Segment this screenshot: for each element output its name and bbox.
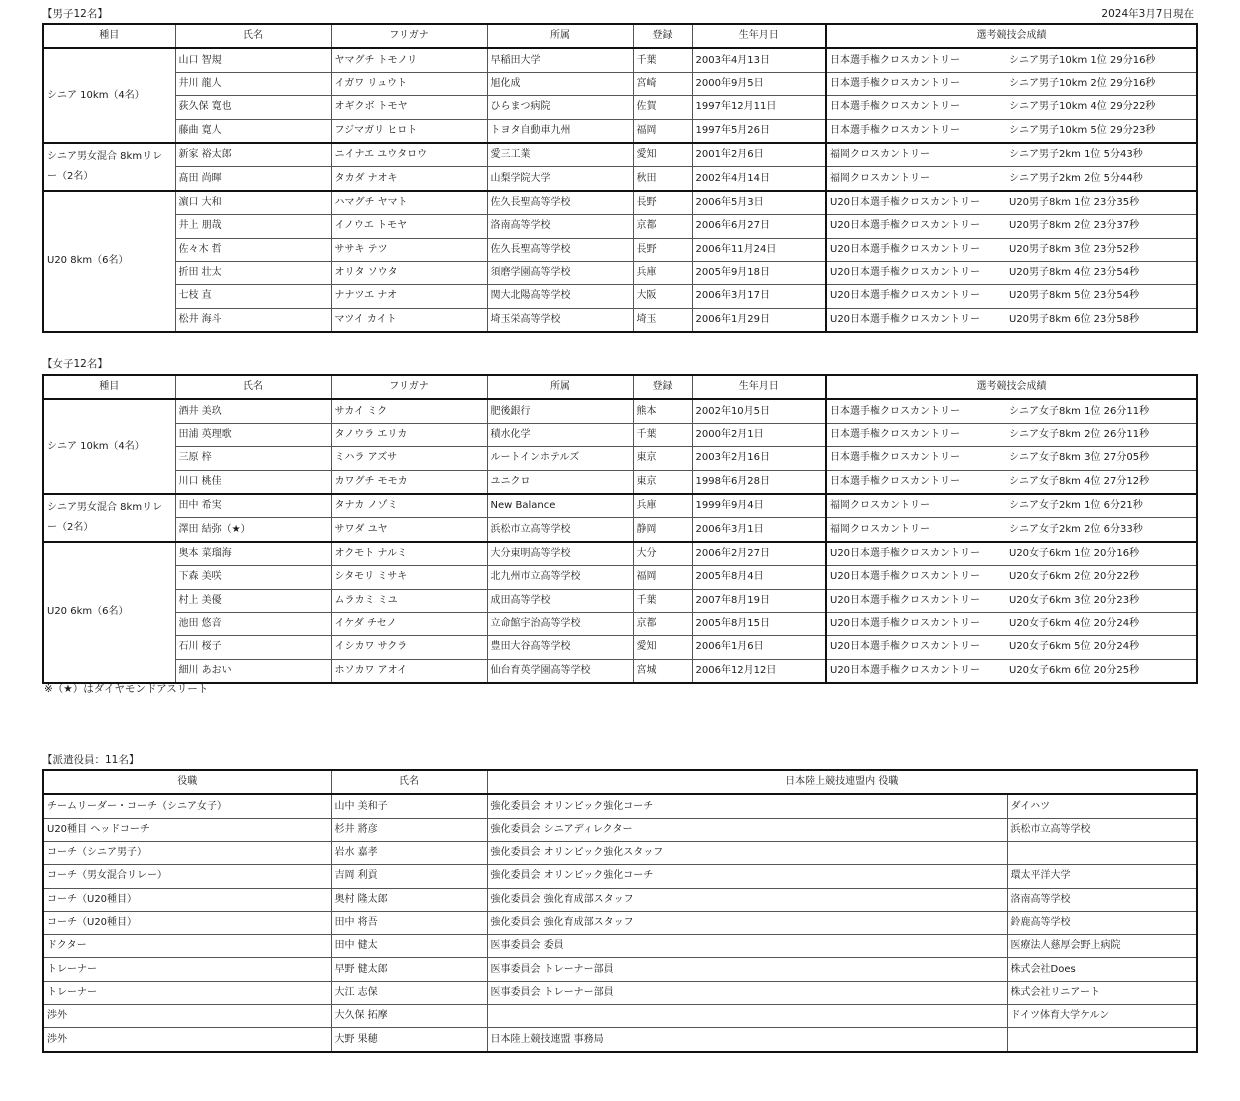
federation-role: 強化委員会 シニアディレクター xyxy=(487,818,1007,841)
staff-affiliation: 環太平洋大学 xyxy=(1007,865,1197,888)
table-row xyxy=(43,566,1197,589)
athlete-birthdate: 2003年4月13日 xyxy=(692,48,826,72)
athlete-name: 新家 裕太郎 xyxy=(175,143,331,167)
header-furigana: フリガナ xyxy=(331,24,487,48)
selection-result: U20女子6km 3位 20分23秒 xyxy=(1006,589,1197,612)
staff-role: ドクター xyxy=(43,935,331,958)
athlete-name: 三原 梓 xyxy=(175,447,331,470)
athlete-registration: 宮崎 xyxy=(633,72,692,95)
selection-result: U20女子6km 6位 20分25秒 xyxy=(1006,659,1197,683)
selection-result: シニア男子2km 1位 5分43秒 xyxy=(1006,143,1197,167)
event-category: シニア男女混合 8kmリレー（2名） xyxy=(43,143,175,191)
federation-role: 強化委員会 強化育成部スタッフ xyxy=(487,911,1007,934)
athlete-name: 池田 悠音 xyxy=(175,612,331,635)
table-row xyxy=(43,72,1197,95)
as-of-date: 2024年3月7日現在 xyxy=(1101,8,1194,20)
athlete-name: 細川 あおい xyxy=(175,659,331,683)
selection-result: シニア女子8km 4位 27分12秒 xyxy=(1006,470,1197,494)
selection-result: シニア女子2km 2位 6分33秒 xyxy=(1006,518,1197,542)
athlete-birthdate: 2005年8月15日 xyxy=(692,612,826,635)
athlete-registration: 兵庫 xyxy=(633,494,692,518)
athlete-affiliation: ひらまつ病院 xyxy=(487,96,633,119)
selection-meet: U20日本選手権クロスカントリー xyxy=(826,261,1006,284)
athlete-birthdate: 2002年4月14日 xyxy=(692,167,826,191)
athlete-birthdate: 2006年11月24日 xyxy=(692,238,826,261)
selection-meet: 福岡クロスカントリー xyxy=(826,143,1006,167)
staff-affiliation: 株式会社Does xyxy=(1007,958,1197,981)
selection-meet: U20日本選手権クロスカントリー xyxy=(826,191,1006,215)
header-staff-name: 氏名 xyxy=(331,770,487,794)
federation-role: 医事委員会 トレーナー部員 xyxy=(487,981,1007,1004)
athlete-furigana: ミハラ アズサ xyxy=(331,447,487,470)
athlete-name: 井上 朋哉 xyxy=(175,215,331,238)
staff-role: チームリーダー・コーチ（シニア女子） xyxy=(43,794,331,818)
table-row xyxy=(43,865,1197,888)
athlete-birthdate: 2006年6月27日 xyxy=(692,215,826,238)
table-row xyxy=(43,1005,1197,1028)
selection-result: U20女子6km 1位 20分16秒 xyxy=(1006,542,1197,566)
header-registration: 登録 xyxy=(633,375,692,399)
athlete-furigana: タノウラ エリカ xyxy=(331,423,487,446)
athlete-name: 濵口 大和 xyxy=(175,191,331,215)
staff-section-title: 【派遣役員：11名】 xyxy=(42,754,140,766)
athlete-furigana: イケダ チセノ xyxy=(331,612,487,635)
table-row xyxy=(43,542,1197,566)
staff-name: 田中 将吾 xyxy=(331,911,487,934)
athlete-registration: 福岡 xyxy=(633,119,692,143)
athlete-registration: 長野 xyxy=(633,238,692,261)
table-row xyxy=(43,589,1197,612)
staff-affiliation: ダイハツ xyxy=(1007,794,1197,818)
athlete-birthdate: 2006年5月3日 xyxy=(692,191,826,215)
athlete-furigana: シタモリ ミサキ xyxy=(331,566,487,589)
athlete-affiliation: ユニクロ xyxy=(487,470,633,494)
staff-affiliation: 医療法人慈厚会野上病院 xyxy=(1007,935,1197,958)
athlete-registration: 愛知 xyxy=(633,636,692,659)
table-row xyxy=(43,285,1197,308)
athlete-furigana: ヤマグチ トモノリ xyxy=(331,48,487,72)
table-row xyxy=(43,518,1197,542)
athlete-furigana: ササキ テツ xyxy=(331,238,487,261)
athlete-birthdate: 2005年8月4日 xyxy=(692,566,826,589)
header-registration: 登録 xyxy=(633,24,692,48)
selection-result: U20女子6km 4位 20分24秒 xyxy=(1006,612,1197,635)
athlete-affiliation: 早稲田大学 xyxy=(487,48,633,72)
staff-name: 岩水 嘉孝 xyxy=(331,841,487,864)
selection-meet: 福岡クロスカントリー xyxy=(826,494,1006,518)
selection-meet: U20日本選手権クロスカントリー xyxy=(826,238,1006,261)
federation-role: 強化委員会 オリンピック強化スタッフ xyxy=(487,841,1007,864)
selection-result: シニア女子8km 2位 26分11秒 xyxy=(1006,423,1197,446)
event-category: シニア 10km（4名） xyxy=(43,48,175,143)
selection-result: シニア女子8km 3位 27分05秒 xyxy=(1006,447,1197,470)
table-row xyxy=(43,447,1197,470)
table-row xyxy=(43,143,1197,167)
staff-affiliation: 鈴鹿高等学校 xyxy=(1007,911,1197,934)
staff-name: 杉井 將彦 xyxy=(331,818,487,841)
athlete-furigana: ハマグチ ヤマト xyxy=(331,191,487,215)
athlete-affiliation: 成田高等学校 xyxy=(487,589,633,612)
athlete-furigana: ナナツエ ナオ xyxy=(331,285,487,308)
athlete-registration: 佐賀 xyxy=(633,96,692,119)
athlete-birthdate: 2006年12月12日 xyxy=(692,659,826,683)
athlete-registration: 千葉 xyxy=(633,423,692,446)
athlete-birthdate: 2006年2月27日 xyxy=(692,542,826,566)
staff-name: 吉岡 利貢 xyxy=(331,865,487,888)
athlete-name: 澤田 結弥（★） xyxy=(175,518,331,542)
staff-role: トレーナー xyxy=(43,958,331,981)
athlete-furigana: ムラカミ ミユ xyxy=(331,589,487,612)
athlete-furigana: サカイ ミク xyxy=(331,399,487,423)
athlete-affiliation: 仙台育英学園高等学校 xyxy=(487,659,633,683)
athlete-registration: 千葉 xyxy=(633,589,692,612)
header-selection-result: 選考競技会成績 xyxy=(826,375,1197,399)
header-federation-role: 日本陸上競技連盟内 役職 xyxy=(487,770,1197,794)
athlete-furigana: マツイ カイト xyxy=(331,308,487,332)
staff-role: コーチ（シニア男子） xyxy=(43,841,331,864)
athlete-registration: 埼玉 xyxy=(633,308,692,332)
athlete-registration: 秋田 xyxy=(633,167,692,191)
selection-meet: U20日本選手権クロスカントリー xyxy=(826,612,1006,635)
athlete-registration: 京都 xyxy=(633,612,692,635)
athlete-affiliation: New Balance xyxy=(487,494,633,518)
staff-name: 奥村 隆太郎 xyxy=(331,888,487,911)
table-row xyxy=(43,494,1197,518)
table-row xyxy=(43,261,1197,284)
staff-affiliation xyxy=(1007,841,1197,864)
header-birthdate: 生年月日 xyxy=(692,24,826,48)
selection-result: U20男子8km 2位 23分37秒 xyxy=(1006,215,1197,238)
athlete-furigana: イシカワ サクラ xyxy=(331,636,487,659)
selection-meet: 福岡クロスカントリー xyxy=(826,518,1006,542)
athlete-affiliation: 佐久長聖高等学校 xyxy=(487,238,633,261)
athlete-furigana: ニイナエ ユウタロウ xyxy=(331,143,487,167)
athlete-furigana: イノウエ トモヤ xyxy=(331,215,487,238)
header-event: 種目 xyxy=(43,24,175,48)
athlete-affiliation: 積水化学 xyxy=(487,423,633,446)
federation-role: 強化委員会 オリンピック強化コーチ xyxy=(487,865,1007,888)
athlete-registration: 兵庫 xyxy=(633,261,692,284)
athlete-birthdate: 2006年3月17日 xyxy=(692,285,826,308)
athlete-furigana: タカダ ナオキ xyxy=(331,167,487,191)
selection-meet: U20日本選手権クロスカントリー xyxy=(826,308,1006,332)
athlete-furigana: フジマガリ ヒロト xyxy=(331,119,487,143)
athlete-birthdate: 2002年10月5日 xyxy=(692,399,826,423)
selection-meet: U20日本選手権クロスカントリー xyxy=(826,659,1006,683)
header-role: 役職 xyxy=(43,770,331,794)
athlete-registration: 宮城 xyxy=(633,659,692,683)
staff-role: U20種目 ヘッドコーチ xyxy=(43,818,331,841)
selection-meet: 福岡クロスカントリー xyxy=(826,167,1006,191)
selection-meet: 日本選手権クロスカントリー xyxy=(826,399,1006,423)
athlete-registration: 東京 xyxy=(633,447,692,470)
athlete-registration: 京都 xyxy=(633,215,692,238)
athlete-birthdate: 2006年1月6日 xyxy=(692,636,826,659)
athlete-birthdate: 2000年9月5日 xyxy=(692,72,826,95)
athlete-affiliation: トヨタ自動車九州 xyxy=(487,119,633,143)
staff-affiliation: 洛南高等学校 xyxy=(1007,888,1197,911)
athlete-registration: 静岡 xyxy=(633,518,692,542)
staff-role: 渉外 xyxy=(43,1028,331,1052)
athlete-birthdate: 1999年9月4日 xyxy=(692,494,826,518)
athlete-affiliation: 洛南高等学校 xyxy=(487,215,633,238)
federation-role: 日本陸上競技連盟 事務局 xyxy=(487,1028,1007,1052)
selection-meet: U20日本選手権クロスカントリー xyxy=(826,542,1006,566)
staff-name: 山中 美和子 xyxy=(331,794,487,818)
selection-meet: U20日本選手権クロスカントリー xyxy=(826,215,1006,238)
table-row xyxy=(43,1028,1197,1052)
event-category: シニア 10km（4名） xyxy=(43,399,175,494)
athlete-affiliation: 佐久長聖高等学校 xyxy=(487,191,633,215)
staff-name: 田中 健太 xyxy=(331,935,487,958)
table-row xyxy=(43,659,1197,683)
header-furigana: フリガナ xyxy=(331,375,487,399)
selection-result: U20男子8km 3位 23分52秒 xyxy=(1006,238,1197,261)
athlete-affiliation: ルートインホテルズ xyxy=(487,447,633,470)
athlete-birthdate: 2006年1月29日 xyxy=(692,308,826,332)
athlete-affiliation: 豊田大谷高等学校 xyxy=(487,636,633,659)
athlete-birthdate: 2001年2月6日 xyxy=(692,143,826,167)
selection-result: シニア男子10km 2位 29分16秒 xyxy=(1006,72,1197,95)
staff-name: 大久保 拓摩 xyxy=(331,1005,487,1028)
athlete-registration: 愛知 xyxy=(633,143,692,167)
header-name: 氏名 xyxy=(175,24,331,48)
federation-role: 医事委員会 トレーナー部員 xyxy=(487,958,1007,981)
staff-role: コーチ（U20種目） xyxy=(43,911,331,934)
athlete-registration: 長野 xyxy=(633,191,692,215)
athlete-affiliation: 山梨学院大学 xyxy=(487,167,633,191)
federation-role: 強化委員会 オリンピック強化コーチ xyxy=(487,794,1007,818)
athlete-birthdate: 2005年9月18日 xyxy=(692,261,826,284)
staff-name: 大江 志保 xyxy=(331,981,487,1004)
staff-affiliation: 浜松市立高等学校 xyxy=(1007,818,1197,841)
athlete-name: 石川 桜子 xyxy=(175,636,331,659)
table-row xyxy=(43,911,1197,934)
athlete-name: 酒井 美玖 xyxy=(175,399,331,423)
selection-meet: 日本選手権クロスカントリー xyxy=(826,423,1006,446)
men-roster-table xyxy=(42,23,1198,333)
athlete-name: 折田 壮太 xyxy=(175,261,331,284)
selection-result: シニア男子2km 2位 5分44秒 xyxy=(1006,167,1197,191)
table-row xyxy=(43,119,1197,143)
table-row xyxy=(43,399,1197,423)
table-row xyxy=(43,612,1197,635)
athlete-name: 川口 桃佳 xyxy=(175,470,331,494)
athlete-name: 村上 美優 xyxy=(175,589,331,612)
selection-result: U20男子8km 5位 23分54秒 xyxy=(1006,285,1197,308)
federation-role xyxy=(487,1005,1007,1028)
athlete-furigana: オクモト ナルミ xyxy=(331,542,487,566)
staff-role: コーチ（男女混合リレー） xyxy=(43,865,331,888)
athlete-birthdate: 1997年12月11日 xyxy=(692,96,826,119)
athlete-name: 下森 美咲 xyxy=(175,566,331,589)
table-row xyxy=(43,215,1197,238)
header-affiliation: 所属 xyxy=(487,375,633,399)
table-row xyxy=(43,958,1197,981)
athlete-affiliation: 大分東明高等学校 xyxy=(487,542,633,566)
staff-affiliation: 株式会社リニアート xyxy=(1007,981,1197,1004)
table-row xyxy=(43,423,1197,446)
selection-result: シニア女子2km 1位 6分21秒 xyxy=(1006,494,1197,518)
women-section-title: 【女子12名】 xyxy=(42,358,108,370)
athlete-name: 井川 龍人 xyxy=(175,72,331,95)
staff-header-row xyxy=(43,770,1197,794)
athlete-affiliation: 北九州市立高等学校 xyxy=(487,566,633,589)
athlete-name: 荻久保 寛也 xyxy=(175,96,331,119)
table-row xyxy=(43,470,1197,494)
table-row xyxy=(43,794,1197,818)
event-category: U20 8km（6名） xyxy=(43,191,175,332)
table-row xyxy=(43,48,1197,72)
athlete-furigana: ホソカワ アオイ xyxy=(331,659,487,683)
staff-table xyxy=(42,769,1198,1053)
staff-name: 早野 健太郎 xyxy=(331,958,487,981)
selection-meet: 日本選手権クロスカントリー xyxy=(826,447,1006,470)
table-row xyxy=(43,818,1197,841)
staff-affiliation xyxy=(1007,1028,1197,1052)
athlete-name: 髙田 尚暉 xyxy=(175,167,331,191)
selection-meet: U20日本選手権クロスカントリー xyxy=(826,636,1006,659)
header-affiliation: 所属 xyxy=(487,24,633,48)
athlete-name: 奥本 菜瑠海 xyxy=(175,542,331,566)
athlete-affiliation: 愛三工業 xyxy=(487,143,633,167)
women-roster-table xyxy=(42,374,1198,684)
selection-result: シニア女子8km 1位 26分11秒 xyxy=(1006,399,1197,423)
athlete-name: 田浦 英理歌 xyxy=(175,423,331,446)
staff-name: 大野 果穂 xyxy=(331,1028,487,1052)
athlete-birthdate: 1998年6月28日 xyxy=(692,470,826,494)
table-row xyxy=(43,888,1197,911)
table-row xyxy=(43,238,1197,261)
table-row xyxy=(43,636,1197,659)
men-header-row xyxy=(43,24,1197,48)
athlete-furigana: オリタ ソウタ xyxy=(331,261,487,284)
athlete-furigana: カワグチ モモカ xyxy=(331,470,487,494)
athlete-name: 佐々木 哲 xyxy=(175,238,331,261)
athlete-affiliation: 浜松市立高等学校 xyxy=(487,518,633,542)
selection-meet: 日本選手権クロスカントリー xyxy=(826,96,1006,119)
selection-meet: U20日本選手権クロスカントリー xyxy=(826,285,1006,308)
athlete-birthdate: 2007年8月19日 xyxy=(692,589,826,612)
table-row xyxy=(43,191,1197,215)
table-row xyxy=(43,981,1197,1004)
header-name: 氏名 xyxy=(175,375,331,399)
athlete-name: 七枝 直 xyxy=(175,285,331,308)
selection-result: U20女子6km 5位 20分24秒 xyxy=(1006,636,1197,659)
women-header-row xyxy=(43,375,1197,399)
selection-result: シニア男子10km 4位 29分22秒 xyxy=(1006,96,1197,119)
table-row xyxy=(43,841,1197,864)
staff-affiliation: ドイツ体育大学ケルン xyxy=(1007,1005,1197,1028)
selection-meet: U20日本選手権クロスカントリー xyxy=(826,589,1006,612)
athlete-name: 山口 智規 xyxy=(175,48,331,72)
athlete-birthdate: 2003年2月16日 xyxy=(692,447,826,470)
athlete-registration: 東京 xyxy=(633,470,692,494)
athlete-registration: 熊本 xyxy=(633,399,692,423)
table-row xyxy=(43,935,1197,958)
table-row xyxy=(43,308,1197,332)
selection-meet: U20日本選手権クロスカントリー xyxy=(826,566,1006,589)
athlete-registration: 大阪 xyxy=(633,285,692,308)
header-event: 種目 xyxy=(43,375,175,399)
athlete-name: 藤曲 寛人 xyxy=(175,119,331,143)
selection-result: U20男子8km 1位 23分35秒 xyxy=(1006,191,1197,215)
athlete-registration: 大分 xyxy=(633,542,692,566)
athlete-affiliation: 関大北陽高等学校 xyxy=(487,285,633,308)
athlete-birthdate: 2000年2月1日 xyxy=(692,423,826,446)
selection-meet: 日本選手権クロスカントリー xyxy=(826,72,1006,95)
staff-role: コーチ（U20種目） xyxy=(43,888,331,911)
staff-role: 渉外 xyxy=(43,1005,331,1028)
athlete-affiliation: 立命館宇治高等学校 xyxy=(487,612,633,635)
staff-role: トレーナー xyxy=(43,981,331,1004)
selection-result: U20女子6km 2位 20分22秒 xyxy=(1006,566,1197,589)
athlete-affiliation: 旭化成 xyxy=(487,72,633,95)
selection-result: U20男子8km 6位 23分58秒 xyxy=(1006,308,1197,332)
table-row xyxy=(43,96,1197,119)
selection-meet: 日本選手権クロスカントリー xyxy=(826,470,1006,494)
athlete-birthdate: 2006年3月1日 xyxy=(692,518,826,542)
athlete-registration: 福岡 xyxy=(633,566,692,589)
header-selection-result: 選考競技会成績 xyxy=(826,24,1197,48)
table-row xyxy=(43,167,1197,191)
selection-result: U20男子8km 4位 23分54秒 xyxy=(1006,261,1197,284)
athlete-furigana: イガワ リュウト xyxy=(331,72,487,95)
event-category: シニア男女混合 8kmリレー（2名） xyxy=(43,494,175,542)
header-birthdate: 生年月日 xyxy=(692,375,826,399)
athlete-furigana: サワダ ユヤ xyxy=(331,518,487,542)
federation-role: 強化委員会 強化育成部スタッフ xyxy=(487,888,1007,911)
athlete-furigana: タナカ ノゾミ xyxy=(331,494,487,518)
selection-result: シニア男子10km 1位 29分16秒 xyxy=(1006,48,1197,72)
athlete-affiliation: 肥後銀行 xyxy=(487,399,633,423)
event-category: U20 6km（6名） xyxy=(43,542,175,683)
athlete-affiliation: 埼玉栄高等学校 xyxy=(487,308,633,332)
men-section-title: 【男子12名】 xyxy=(42,8,108,20)
diamond-athlete-footnote: ※（★）はダイヤモンドアスリート xyxy=(44,683,209,695)
federation-role: 医事委員会 委員 xyxy=(487,935,1007,958)
athlete-birthdate: 1997年5月26日 xyxy=(692,119,826,143)
selection-result: シニア男子10km 5位 29分23秒 xyxy=(1006,119,1197,143)
selection-meet: 日本選手権クロスカントリー xyxy=(826,48,1006,72)
athlete-affiliation: 須磨学園高等学校 xyxy=(487,261,633,284)
athlete-furigana: オギクボ トモヤ xyxy=(331,96,487,119)
athlete-registration: 千葉 xyxy=(633,48,692,72)
selection-meet: 日本選手権クロスカントリー xyxy=(826,119,1006,143)
athlete-name: 田中 希実 xyxy=(175,494,331,518)
athlete-name: 松井 海斗 xyxy=(175,308,331,332)
